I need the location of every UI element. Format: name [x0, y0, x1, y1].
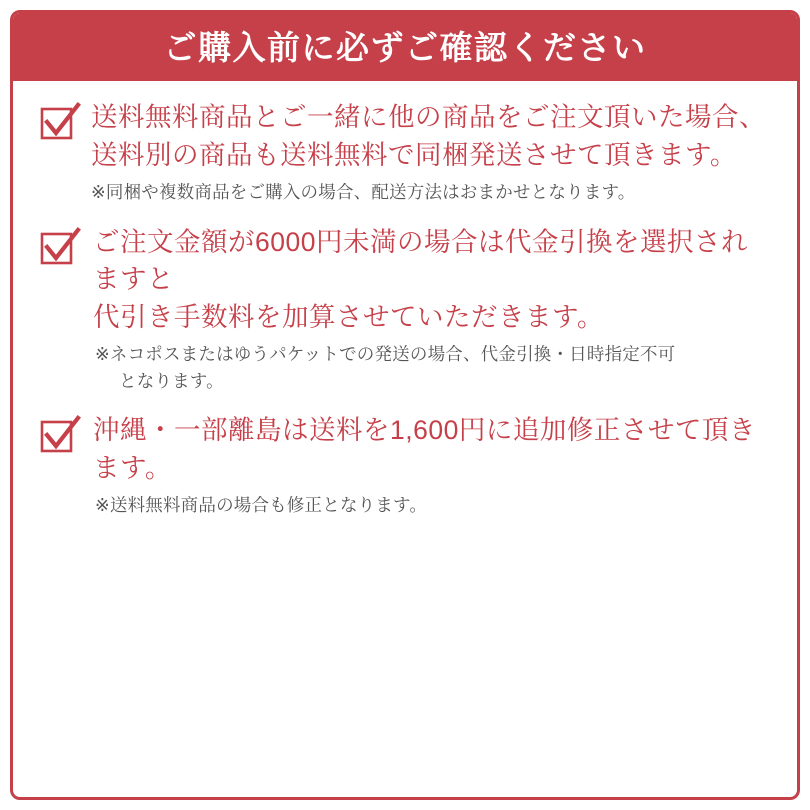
notice-panel [10, 10, 800, 800]
notice-body [13, 81, 797, 518]
notice-main-line: 沖縄・一部離島は送料を1,600円に追加修正させて頂きます。 [93, 414, 756, 483]
check-mark-icon [39, 228, 79, 268]
notice-note-line: ※ネコポスまたはゆうパケットでの発送の場合、代金引換・日時指定不可 [95, 344, 676, 365]
notice-item [39, 224, 771, 394]
notice-item-text [87, 99, 771, 206]
notice-note [95, 341, 771, 394]
notice-note: ※同梱や複数商品をご購入の場合、配送方法はおまかせとなります。 [91, 182, 636, 203]
notice-main-line: 送料無料商品とご一緒に他の商品をご注文頂いた場合、 [91, 102, 766, 132]
notice-item-text [87, 412, 771, 519]
page-title: ご購入前に必ずご確認ください [163, 28, 647, 66]
notice-item [39, 412, 771, 519]
notice-header [13, 13, 797, 81]
notice-main-line: 送料別の商品も送料無料で同梱発送させて頂きます。 [91, 139, 737, 170]
notice-main-line: 代引き手数料を加算させていただきます。 [93, 301, 604, 332]
notice-item [39, 99, 771, 206]
check-mark-icon [39, 103, 79, 143]
notice-main-line: ご注文金額が6000円未満の場合は代金引換を選択されますと [93, 226, 748, 295]
notice-note-line: となります。 [119, 370, 224, 391]
notice-item-text [87, 224, 771, 394]
notice-note: ※送料無料商品の場合も修正となります。 [95, 495, 428, 516]
check-mark-icon [39, 416, 79, 456]
